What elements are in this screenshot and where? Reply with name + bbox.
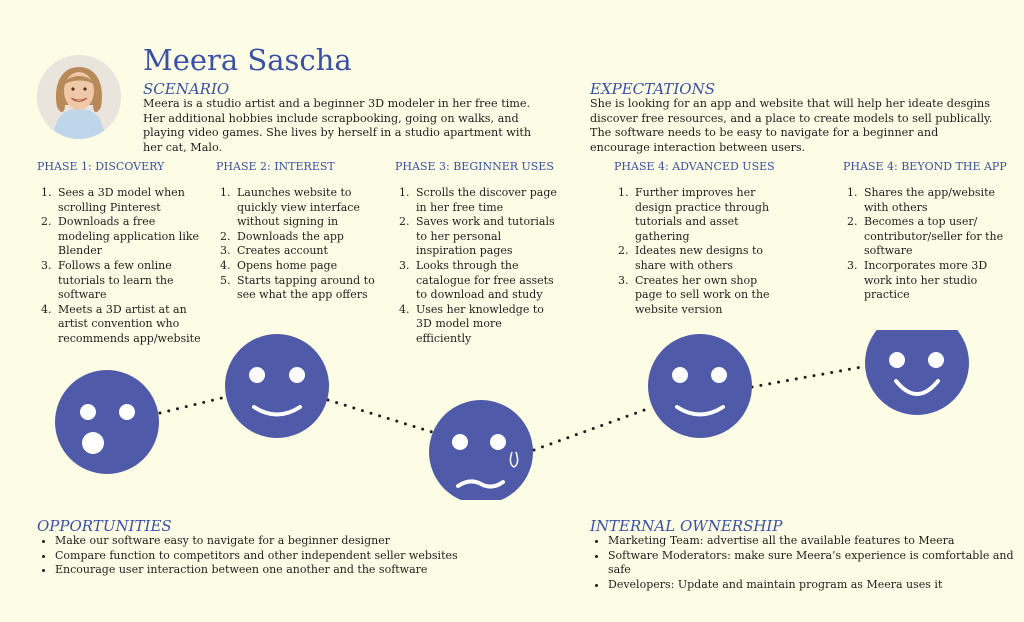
phase-5 [843, 160, 1008, 303]
phase-steps [614, 186, 774, 317]
phase-step: 3. Creates account [234, 244, 376, 259]
internal-ownership-list [590, 534, 1024, 592]
phase-4 [614, 160, 774, 317]
phase-step: 2. Downloads a free modeling application like Blender [55, 215, 202, 259]
ownership-item: • Developers: Update and maintain program as Meera uses it [608, 578, 1024, 593]
phase-step: 3. Follows a few online tutorials to learn the software [55, 259, 202, 303]
internal-ownership-heading: INTERNAL OWNERSHIP [590, 517, 783, 535]
phase-step: 1. Shares the app/website with others [861, 186, 1008, 215]
scenario-text: Meera is a studio artist and a beginner 3D modeler in her free time. Her additional hobbies include scrapbooking, going on walks, and playing video games. She lives by herself in a studio apartment with her cat, Malo. [143, 97, 532, 154]
persona-name: Meera Sascha [143, 43, 352, 77]
phase-steps [37, 186, 202, 347]
ownership-item: • Software Moderators: make sure Meera’s experience is comfortable and safe [608, 549, 1024, 578]
opportunity-item: • Make our software easy to navigate for a beginner designer [55, 534, 555, 549]
phase-step: 3. Looks through the catalogue for free assets to download and study [413, 259, 560, 303]
phase-step: 2. Ideates new designs to share with others [632, 244, 774, 273]
phase-step: 2. Becomes a top user/ contributor/seller for the software [861, 215, 1008, 259]
emotion-journey [0, 330, 1024, 500]
phase-step: 1. Scrolls the discover page in her free time [413, 186, 560, 215]
phase-1 [37, 160, 202, 347]
opportunities-list [37, 534, 555, 578]
avatar-illustration [37, 55, 121, 139]
phase-step: 1. Further improves her design practice through tutorials and asset gathering [632, 186, 774, 244]
phase-step: 1. Launches website to quickly view interface without signing in [234, 186, 376, 230]
phase-step: 4. Meets a 3D artist at an artist convention who recommends app/website [55, 303, 202, 347]
expectations-text: She is looking for an app and website that will help her ideate desgins discover free resources, and a place to create models to sell publically. The software needs to be easy to navigate for a beginner and encourage interaction between users. [590, 97, 993, 154]
surprised-face-icon [55, 370, 159, 474]
ownership-item: • Marketing Team: advertise all the available features to Meera [608, 534, 1024, 549]
phase-step: 3. Incorporates more 3D work into her studio practice [861, 259, 1008, 303]
phase-step: 2. Downloads the app [234, 230, 376, 245]
phase-step: 5. Starts tapping around to see what the app offers [234, 274, 376, 303]
opportunity-item: • Encourage user interaction between one another and the software [55, 563, 555, 578]
phase-title: PHASE 4: ADVANCED USES [614, 160, 775, 173]
phase-steps [843, 186, 1008, 303]
phase-title: PHASE 1: DISCOVERY [37, 160, 165, 173]
very-happy-face-icon [865, 330, 969, 415]
phase-step: 2. Saves work and tutorials to her personal inspiration pages [413, 215, 560, 259]
phase-2 [216, 160, 376, 303]
persona-avatar [37, 55, 121, 139]
sad-face-icon [429, 400, 533, 500]
opportunities-heading: OPPORTUNITIES [37, 517, 172, 535]
phase-step: 4. Uses her knowledge to 3D model more efficiently [413, 303, 560, 347]
opportunity-item: • Compare function to competitors and other independent seller websites [55, 549, 555, 564]
phase-title: PHASE 3: BEGINNER USES [395, 160, 554, 173]
phase-title: PHASE 2: INTEREST [216, 160, 335, 173]
expectations-heading: EXPECTATIONS [590, 80, 715, 98]
phase-step: 1. Sees a 3D model when scrolling Pinterest [55, 186, 202, 215]
phase-step: 4. Opens home page [234, 259, 376, 274]
phase-3 [395, 160, 560, 347]
phase-steps [216, 186, 376, 303]
phase-title: PHASE 4: BEYOND THE APP [843, 160, 1007, 173]
scenario-heading: SCENARIO [143, 80, 230, 98]
happy-face-icon [648, 334, 752, 438]
happy-face-icon [225, 334, 329, 438]
phase-steps [395, 186, 560, 347]
phase-step: 3. Creates her own shop page to sell work on the website version [632, 274, 774, 318]
